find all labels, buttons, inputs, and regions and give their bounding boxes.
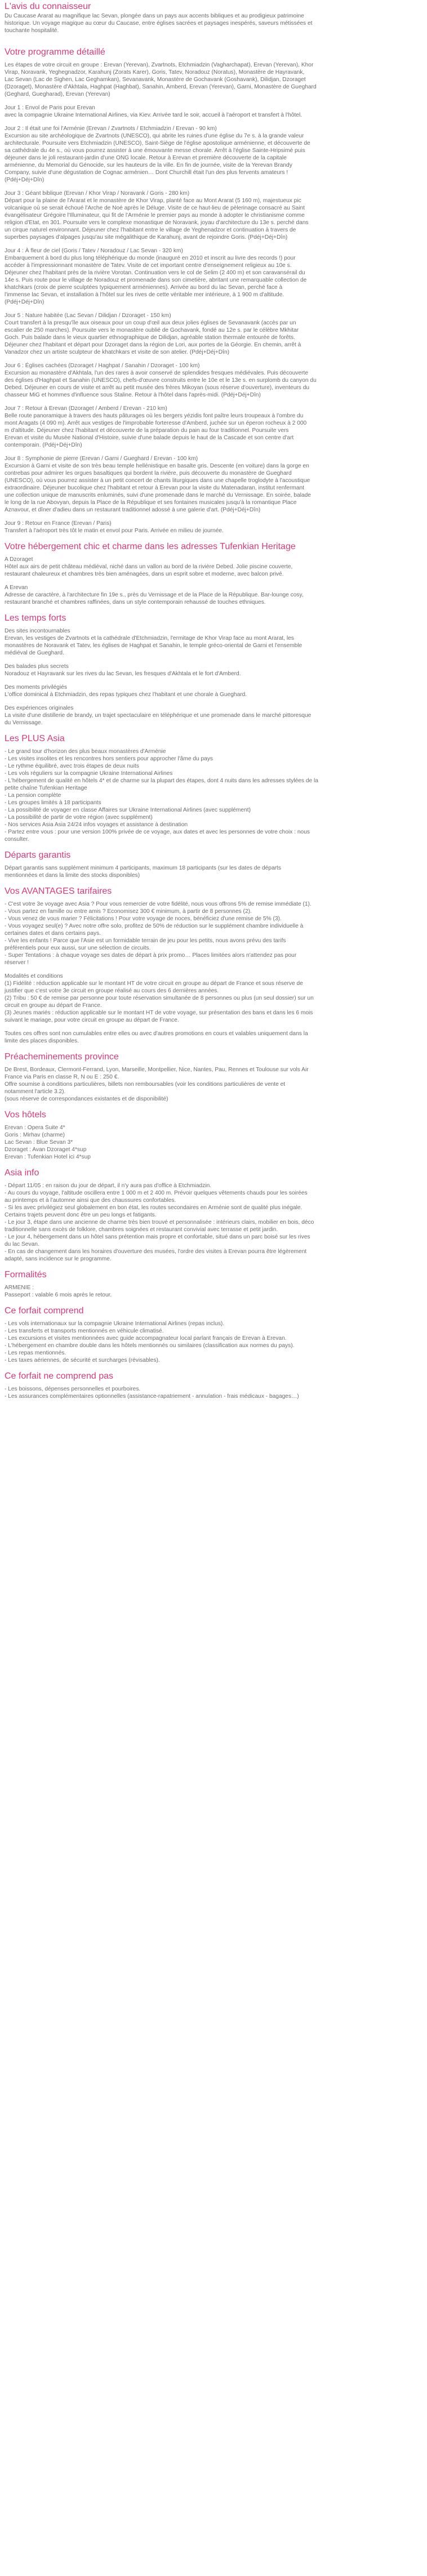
program-summary xyxy=(5,61,422,98)
highlight-group xyxy=(5,663,422,678)
not-included-list xyxy=(5,1385,422,1400)
day-text: arménienne, du Memorial du Génocide, sur les hauteurs de la ville. En fin de journée, visite de la Yerevan Brandy xyxy=(5,162,292,168)
list-item: préférentiels pour eux aussi, sur une sélection de circuits. xyxy=(5,945,151,951)
list-item: Goris : Mirhav (charme) xyxy=(5,1132,65,1138)
summary-line: (Geghard, Guegharad), Erevan (Yerevan) xyxy=(5,91,110,97)
day-text: Vanadzor chez un artiste sculpteur de khatchkars et visite de son atelier. (Pdéj+Déj+Dîn) xyxy=(5,349,230,355)
highlight-text: La visite d'une distillerie de brandy, un trajet spectaculaire en téléphérique et une promenade dans le marché pittoresque xyxy=(5,712,312,719)
day-text: évangélisateur Grégoire l'Illuminateur, qui fit de l'Arménie le premier pays au monde à adopter le christianisme comme xyxy=(5,212,305,219)
list-item: - La possibilité de partir de votre région (avec supplément) xyxy=(5,814,153,821)
not-included-section xyxy=(5,1371,422,1400)
list-item: - C'est votre 3e voyage avec Asia ? Pour vous remercier de votre fidélité, nous vous offrons 5% de remise immédiate (1). xyxy=(5,901,312,907)
text-line: justifier que c'est votre 3e circuit en groupe réalisé au cours des 6 dernières années. xyxy=(5,988,219,994)
day-text: mont Aragats (4 090 m). Arrêt aux vestiges de l'improbable forteresse d'Amberd, juchée sur un éperon rocheux à 2 000 xyxy=(5,420,307,426)
text-line: (2) Tribu : 50 € de remise par personne pour toute réservation simultanée de 8 personnes ou plus (un seul dossier) sur un xyxy=(5,995,314,1001)
day-5 xyxy=(5,312,422,356)
intro-line: touchante hospitalité. xyxy=(5,28,59,34)
day-title: Jour 4 : À fleur de ciel (Goris / Tatev / Noradouz / Lac Sevan - 320 km) xyxy=(5,248,183,254)
formalities-title: Formalités xyxy=(5,1270,47,1280)
day-text: (Pdéj+Déj+Dîn) xyxy=(5,177,45,183)
list-item: - En cas de changement dans les horaires d'ouverture des musées, l'ordre des visites à Erevan pourra être légèrement xyxy=(5,1249,307,1255)
departures-section xyxy=(5,850,422,879)
day-text: Company, suivie d'une dégustation de Cognac arménien… Dont Churchill était l'un des plus fervents amateurs ! xyxy=(5,170,288,176)
hotel-text: restaurant chaleureux et chambres très bien aménagées, dans un esprit sobre et moderne, avec balcon privé. xyxy=(5,571,284,577)
day-text: Belle route panoramique à travers des hauts pâturages où les bergers yézidis font paître leurs troupeaux à l'ombre du xyxy=(5,413,304,419)
asia-info-section xyxy=(5,1167,422,1263)
list-item: - Au cours du voyage, l'altitude oscillera entre 1 000 m et 2 400 m. Prévoir quelques vêtements chauds pour les soirées xyxy=(5,1190,308,1196)
list-item: - Le rythme équilibré, avec trois étapes de deux nuits xyxy=(5,763,139,769)
day-text: 14e s. Puis route pour le village de Noradouz et promenade dans son cimetière, abritant une remarquable collection de xyxy=(5,277,307,283)
list-item: - La pension complète xyxy=(5,792,61,799)
day-text: escalier de 250 marches). Poursuite vers le monastère oublié de Gochavank, fondé au 12e s. par le célèbre Mkhitar xyxy=(5,327,299,333)
intro-section xyxy=(5,0,422,34)
day-text: accéder à l'impressionnant monastère de Tatev. Visite de cet important centre d'enseignement religieux au 10e s. xyxy=(5,262,292,269)
highlight-text: du Vernissage. xyxy=(5,720,43,726)
day-text: Déjeuner chez l'habitant et départ pour Dzoraget dans la région de Lori, aux portes de la Géorgie. En chemin, arrêt à xyxy=(5,342,301,348)
day-title: Jour 2 : Il était une foi l'Arménie (Erevan / Zvartnots / Etchmiadzin / Erevan - 90 km) xyxy=(5,126,217,132)
list-item: - L'hébergement de qualité en hôtels 4* et de charme sur la plupart des étapes, dont 4 nuits dans les adresses stylées de la xyxy=(5,778,318,784)
list-item: - Vous partez en famille ou entre amis ? Economisez 300 € minimum, à partir de 8 personnes (2). xyxy=(5,908,252,915)
highlight-group xyxy=(5,684,422,698)
intro-line: Du Caucase Ararat au magnifique lac Sevan, plongée dans un pays aux accents bibliques et au prodigieux patrimoine xyxy=(5,13,304,19)
day-title: Jour 6 : Églises cachées (Dzoraget / Haghpat / Sanahin / Dzoraget - 100 km) xyxy=(5,363,200,369)
asia-info-list xyxy=(5,1182,422,1263)
day-text: Excursion au site archéologique de Zvartnots (UNESCO), qui abrite les ruines d'une église du 7e s. à la grande valeur xyxy=(5,133,304,139)
text-line: (1) Fidélité : réduction applicable sur le montant HT de votre circuit en groupe au départ de France et sous réserve de xyxy=(5,981,303,987)
intro-line: historique. Un voyage magique au cœur du Caucase, entre églises sacrées et paysages inespérés, saveurs métissées et xyxy=(5,20,313,26)
highlight-text: Erevan, les vestiges de Zvartnots et la cathédrale d'Etchmiadzin, l'ermitage de Khor Virap face au mont Ararat, les xyxy=(5,635,294,641)
list-item: - Les groupes limités à 18 participants xyxy=(5,800,101,806)
hotels-list-title: Vos hôtels xyxy=(5,1110,46,1120)
list-item: - Super Tentations : à chaque voyage ses dates de départ à prix promo… Places limitées alors n'attendez pas pour xyxy=(5,952,297,959)
plus-list xyxy=(5,748,422,843)
text-line: Passeport : valable 6 mois après le retour. xyxy=(5,1292,112,1298)
text-line: circuit en groupe au départ de France. xyxy=(5,1002,102,1009)
day-text: avec la compagnie Ukraine International Airlines, via Kiev. Arrivée tard le soir, accueil à l'aéroport et transfert à l'hôtel. xyxy=(5,112,303,118)
list-item: du lac Sevan. xyxy=(5,1241,39,1247)
day-8 xyxy=(5,455,422,514)
plus-section xyxy=(5,733,422,843)
text-line: Modalités et conditions xyxy=(5,973,63,979)
highlight-heading: Des sites incontournables xyxy=(5,628,70,634)
hotel-entry xyxy=(5,584,422,606)
day-text: sa cathédrale du 4e s., où vous pourrez assister à une émouvante messe chorale. Arrêt à l'église Sainte-Hripsimé puis xyxy=(5,148,305,154)
list-item: traditionnelle sans excès de folklore, chambres soignées et restaurant convivial avec terrasse et petit jardin. xyxy=(5,1227,278,1233)
list-item: - La possibilité de voyager en classe Affaires sur Ukraine International Airlines (avec supplément) xyxy=(5,807,251,813)
list-item: - Les boissons, dépenses personnelles et pourboires. xyxy=(5,1386,141,1392)
day-text: Court transfert à la presqu'île aux oiseaux pour un coup d'œil aux deux jolies églises de Sevanavank (accès par un xyxy=(5,320,296,326)
day-text: des églises d'Haghpat et Sanahin (UNESCO), chefs-d'œuvre construits entre le 10e et le 13e s. en surplomb du canyon du xyxy=(5,377,317,384)
list-item: - Nos services Asia Asia 24/24 infos voyages et assistance à destination xyxy=(5,822,188,828)
highlight-text: Noradouz et Hayravank sur les rives du lac Sevan, les fresques d'Akhtala et le fort d'Amberd. xyxy=(5,671,241,677)
day-text: religion d'Etat, en 301. Poursuite vers le complexe monastique de Noravank, joyau d'architecture du 13e s. perché dans xyxy=(5,220,309,226)
day-text: (Pdéj+Déj+Dîn) xyxy=(5,299,45,305)
list-item: - Les repas mentionnés. xyxy=(5,1350,66,1356)
list-item: - Les taxes aériennes, de sécurité et surcharges (révisables). xyxy=(5,1357,160,1363)
list-item: au printemps et à l'automne ainsi que des chaussures confortables. xyxy=(5,1197,176,1204)
day-text: l'immense lac Sevan, et installation à l'hôtel sur les rives de cette véritable mer intérieure, à 1 900 m d'altitude. xyxy=(5,292,284,298)
day-text: extraordinaire. Déjeuner bucolique chez l'habitant et retour à Erevan pour la visite du Matenadaran, institut renfermant xyxy=(5,485,304,491)
list-item: adapté, sans incidence sur le programme. xyxy=(5,1256,112,1262)
included-list xyxy=(5,1320,422,1364)
text-line: (sous réserve de correspondances existantes et de disponibilité) xyxy=(5,1096,168,1102)
day-3 xyxy=(5,190,422,241)
day-text: Départ pour la plaine de l'Ararat et le monastère de Khor Virap, planté face au Mont Ararat (5 160 m), majestueux pic xyxy=(5,198,301,204)
plus-title: Les PLUS Asia xyxy=(5,734,65,743)
highlight-heading: Des moments privilégiés xyxy=(5,684,67,690)
highlight-heading: Des balades plus secrets xyxy=(5,663,69,670)
included-section xyxy=(5,1305,422,1364)
day-text: Excursion à Garni et visite de son très beau temple hellénistique en basalte gris. Descente (en voiture) dans la gorge en xyxy=(5,463,309,469)
hotel-text: Hôtel aux airs de petit château médiéval, niché dans un vallon au bord de la rivière Debed. Jolie piscine couverte, xyxy=(5,564,293,570)
day-title: Jour 7 : Retour à Erevan (Dzoraget / Amberd / Erevan - 210 km) xyxy=(5,405,167,412)
included-title: Ce forfait comprend xyxy=(5,1306,84,1316)
list-item: Lac Sevan : Blue Sevan 3* xyxy=(5,1139,73,1146)
text-line: suivant le mariage, pour votre circuit en groupe au départ de France. xyxy=(5,1017,179,1023)
intro-title: L'avis du connaisseur xyxy=(5,2,91,11)
day-text: le long de la rue Abovyan, depuis la Place de la République et ses fontaines musicales jusqu'à la romantique Place xyxy=(5,500,297,506)
day-title: Jour 8 : Symphonie de pierre (Erevan / Garni / Gueghard / Erevan - 100 km) xyxy=(5,456,198,462)
day-text: Debed. Déjeuner en cours de visite et arrêt au petit musée des frères Mikoyan (sous réserve d'ouverture), inventeurs du xyxy=(5,385,310,391)
highlight-text: monastères de Noravank et Tatev, les églises de Haghpat et Sanahin, le temple gréco-oriental de Garni et l'ensemble xyxy=(5,643,303,649)
list-item: Dzoraget : Avan Dzoraget 4*sup xyxy=(5,1147,87,1153)
summary-line: Virap, Noravank, Yeghegnadzor, Karahunj (Zorats Karer), Goris, Tatev, Noradouz (Noratus), Monastère de Hayravank, xyxy=(5,69,305,75)
list-item: - Les excursions et visites mentionnées avec guide accompagnateur local parlant français de Erevan à Erevan. xyxy=(5,1335,287,1342)
list-item: Erevan : Tufenkian Hotel ici 4*sup xyxy=(5,1154,91,1160)
departures-text xyxy=(5,864,422,879)
list-item: petite chaîne Tufenkian Heritage xyxy=(5,785,87,791)
summary-line: Lac Sevan (Lac de Sighen, Lac Geghamkan), Sevanavank, Monastère de Gochavank (Goshavank), Dilidjan, Dzoraget xyxy=(5,77,306,83)
text-line: (3) Jeunes mariés : réduction applicable sur le montant HT de votre voyage, sur présentation des bans et dans les 6 mois xyxy=(5,1010,313,1016)
text-line: France via Paris en classe R, N ou E : 250 €. xyxy=(5,1074,119,1080)
advantages-list xyxy=(5,901,422,966)
advantages-section xyxy=(5,886,422,1045)
summary-line: Les étapes de votre circuit en groupe : Erevan (Yerevan), Zvartnots, Etchmiadzin (Vagharchapat), Erevan (Yerevan), Khor xyxy=(5,62,314,68)
list-item: - Vive les enfants ! Parce que l'Asie est un formidable terrain de jeu pour les petits, nous avons prévu des tarifs xyxy=(5,938,286,944)
day-text: une collection unique de manuscrits enluminés, suivi d'une promenade dans le marché du Vernissage. En soirée, balade xyxy=(5,492,311,498)
advantages-title: Vos AVANTAGES tarifaires xyxy=(5,886,112,896)
day-9 xyxy=(5,520,422,534)
list-item: - Les vols internationaux sur la compagnie Ukraine International Airlines (repas inclus). xyxy=(5,1321,225,1327)
day-title: Jour 1 : Envol de Paris pour Erevan xyxy=(5,105,95,111)
preroutes-title: Préacheminements province xyxy=(5,1052,119,1062)
day-text: Erevan et visite du Musée National d'Histoire, suivie d'une balade depuis le haut de la Cascade et son centre d'art xyxy=(5,435,294,441)
highlight-text: médiéval de Gueghard. xyxy=(5,650,64,656)
day-text: m d'altitude. Déjeuner chez l'habitant et découverte de la préparation du pain au four traditionnel. Poursuite vers xyxy=(5,427,289,434)
highlights-title: Les temps forts xyxy=(5,613,66,623)
formalities-text xyxy=(5,1284,422,1299)
intro-text xyxy=(5,12,422,34)
hotels-list-section xyxy=(5,1109,422,1161)
highlight-group xyxy=(5,705,422,727)
day-text: déjeuner dans le joli restaurant-jardin d'une ONG locale. Retour à Erevan et première découverte de la capitale xyxy=(5,155,287,161)
hotel-location: A Erevan xyxy=(5,585,28,591)
list-item: Erevan : Opera Suite 4* xyxy=(5,1125,65,1131)
list-item: consulter. xyxy=(5,836,29,843)
program-title: Votre programme détaillé xyxy=(5,47,105,57)
day-6 xyxy=(5,362,422,399)
text-line: De Brest, Bordeaux, Clermont-Ferrand, Lyon, Marseille, Montpellier, Nice, Nantes, Pau, Rennes et Toulouse sur vols Air xyxy=(5,1067,309,1073)
day-title: Jour 3 : Géant biblique (Erevan / Khor Virap / Noravank / Goris - 280 km) xyxy=(5,190,190,197)
day-text: Excursion au monastère d'Akhtala, l'un des rares à avoir conservé de splendides fresques médiévales. Puis découverte xyxy=(5,370,309,376)
list-item: - Départ 11/05 : en raison du jour de départ, il n'y aura pas d'office à Etchmiadzin. xyxy=(5,1183,212,1189)
hotels-title: Votre hébergement chic et charme dans les adresses Tufenkian Heritage xyxy=(5,542,296,551)
day-text: un cirque naturel environnant. Déjeuner chez l'habitant entre le village de Yeghenadzor et continuation à travers de xyxy=(5,227,296,233)
text-line: ARMENIE : xyxy=(5,1285,34,1291)
highlight-text: L'office dominical à Etchmiadzin, des repas typiques chez l'habitant et une chorale à Gueghard. xyxy=(5,692,247,698)
list-item: - Le jour 4, hébergement dans un hôtel sans prétention mais propre et confortable, situé dans un parc boisé sur les rives xyxy=(5,1234,310,1240)
list-item: - Partez entre vous : pour une version 100% privée de ce voyage, aux dates et avec les personnes de votre choix : nous xyxy=(5,829,310,835)
day-text: architecturale. Poursuite vers Etchmiadzin (UNESCO), Saint-Siège de l'église apostolique arménienne, et découverte de xyxy=(5,140,310,146)
hotel-text: Adresse de caractère, à l'architecture fin 19e s., près du Vernissage et de la Place de la République. Bar-lounge cosy, xyxy=(5,592,304,598)
list-item: - Les visites insolites et les rencontres hors sentiers pour approcher l'âme du pays xyxy=(5,756,214,762)
day-4 xyxy=(5,247,422,306)
hotels-list xyxy=(5,1124,422,1161)
text-line: Départ garantis sans supplément minimum 4 participants, maximum 18 participants (sur les dates de départs xyxy=(5,865,281,871)
list-item: - Les vols réguliers sur la compagnie Ukraine International Airlines xyxy=(5,770,173,777)
text-line: notamment l'article 3.2). xyxy=(5,1089,66,1095)
day-text: superbes paysages d'alpages jusqu'au site mégalithique de Karahunj, avant de rejoindre Goris. (Pdéj+Déj+Dîn) xyxy=(5,234,288,240)
list-item: - L'hébergement en chambre double dans les hôtels mentionnés ou similaires (classification aux normes du pays). xyxy=(5,1343,295,1349)
highlight-group xyxy=(5,627,422,657)
hotel-location: A Dzoraget xyxy=(5,556,33,563)
day-text: Aznavour, et dîner d'adieu dans un restaurant traditionnel adossé à une galerie d'art. (Pdéj+Déj+Dîn) xyxy=(5,507,261,513)
day-text: Déjeuner chez l'habitant près de la rivière Vorotan. Continuation vers le col de Selim (2 400 m) et son caravansérail du xyxy=(5,270,305,276)
day-text: (UNESCO), où vous pourrez assister à un petit concert de chants liturgiques dans une chapelle troglodyte à l'acoustique xyxy=(5,478,310,484)
day-text: volcanique où se serait échoué l'Arche de Noé après le Déluge. Visite de ce haut-lieu de pèlerinage consacré au Saint xyxy=(5,205,305,211)
day-1 xyxy=(5,104,422,119)
text-line: Offre soumise à conditions particulières, billets non remboursables (voir les conditions particulières de vente et xyxy=(5,1081,286,1088)
preroutes-text xyxy=(5,1066,422,1103)
preroutes-section xyxy=(5,1051,422,1103)
advantages-note xyxy=(5,1030,422,1045)
hotel-entry xyxy=(5,556,422,578)
day-text: contemporain. (Pdéj+Déj+Dîn) xyxy=(5,442,82,448)
day-text: Transfert à l'aéroport très tôt le matin et envol pour Paris. Arrivée en milieu de journée. xyxy=(5,528,224,534)
departures-title: Départs garantis xyxy=(5,850,71,860)
not-included-title: Ce forfait ne comprend pas xyxy=(5,1371,113,1381)
text-line: mentionnées et dans la limite des stocks disponibles) xyxy=(5,872,140,879)
formalities-section xyxy=(5,1269,422,1299)
list-item: Certains trajets peuvent donc être un peu longs et fatigants. xyxy=(5,1212,157,1218)
day-title: Jour 5 : Nature habitée (Lac Sevan / Dilidjan / Dzoraget - 150 km) xyxy=(5,313,171,319)
summary-line: (Dzoraget), Monastère d'Akhtala, Haghpat (Haghbat), Sanahin, Amberd, Erevan (Yerevan), Garni, Monastère de Gueghard xyxy=(5,84,317,90)
advantages-conditions xyxy=(5,973,422,1024)
list-item: réserver ! xyxy=(5,960,29,966)
hotels-section xyxy=(5,541,422,606)
text-line: limite des places disponibles. xyxy=(5,1038,79,1044)
asia-info-title: Asia info xyxy=(5,1168,39,1178)
day-2 xyxy=(5,125,422,184)
list-item: certaines dates et dans certains pays. xyxy=(5,930,101,937)
day-7 xyxy=(5,405,422,449)
highlights-section xyxy=(5,613,422,727)
program-section xyxy=(5,47,422,534)
day-text: khatchkars (croix de pierre sculptées typiquement arméniennes). Arrivée au bord du lac Sevan, perché face à xyxy=(5,284,283,291)
list-item: - Vous voyagez seul(e) ? Avec notre offre solo, profitez de 50% de réduction sur le supplément chambre individuelle à xyxy=(5,923,304,929)
day-text: Goch. Puis balade dans le vieux quartier ethnographique de Dilidjan, agréable station thermale entourée de forêts. xyxy=(5,335,295,341)
day-title: Jour 9 : Retour en France (Erevan / Paris) xyxy=(5,520,112,527)
highlight-heading: Des expériences originales xyxy=(5,705,74,711)
text-line: Toutes ces offres sont non cumulables entre elles ou avec d'autres promotions en cours et valables uniquement dans la xyxy=(5,1031,308,1037)
day-text: Embarquement à bord du plus long téléphérique du monde (inauguré en 2010 et inscrit au livre des records !) pour xyxy=(5,255,296,261)
list-item: - Si les avec privilégiez seul globalement en bon état, les routes secondaires en Arménie sont de qualité plus inégale. xyxy=(5,1205,303,1211)
list-item: - Les assurances complémentaires optionnelles (assistance-rapatriement - annulation - frais médicaux - bagages…) xyxy=(5,1393,299,1400)
list-item: - Le jour 3, étape dans une ancienne de charme très bien trouvé et personnalisée : intérieurs clairs, mobilier en bois, déco xyxy=(5,1219,314,1225)
day-text: chasseur MiG et hommes d'influence sous Staline. Retour à l'hôtel dans l'après-midi. (Pdéj+Déj+Dîn) xyxy=(5,392,261,398)
list-item: - Les transferts et transports mentionnés en véhicule climatisé. xyxy=(5,1328,164,1334)
hotel-text: restaurant branché et chambres raffinées, dans un style contemporain rehaussé de touches ethniques. xyxy=(5,599,266,605)
list-item: - Le grand tour d'horizon des plus beaux monastères d'Arménie xyxy=(5,748,166,755)
list-item: - Vous venez de vous marier ? Félicitations ! Pour votre voyage de noces, bénéficiez d'une remise de 5% (3). xyxy=(5,916,282,922)
day-text: contrebas pour admirer les orgues basaltiques qui bordent la rivière, puis découverte du monastère de Gueghard xyxy=(5,470,292,476)
